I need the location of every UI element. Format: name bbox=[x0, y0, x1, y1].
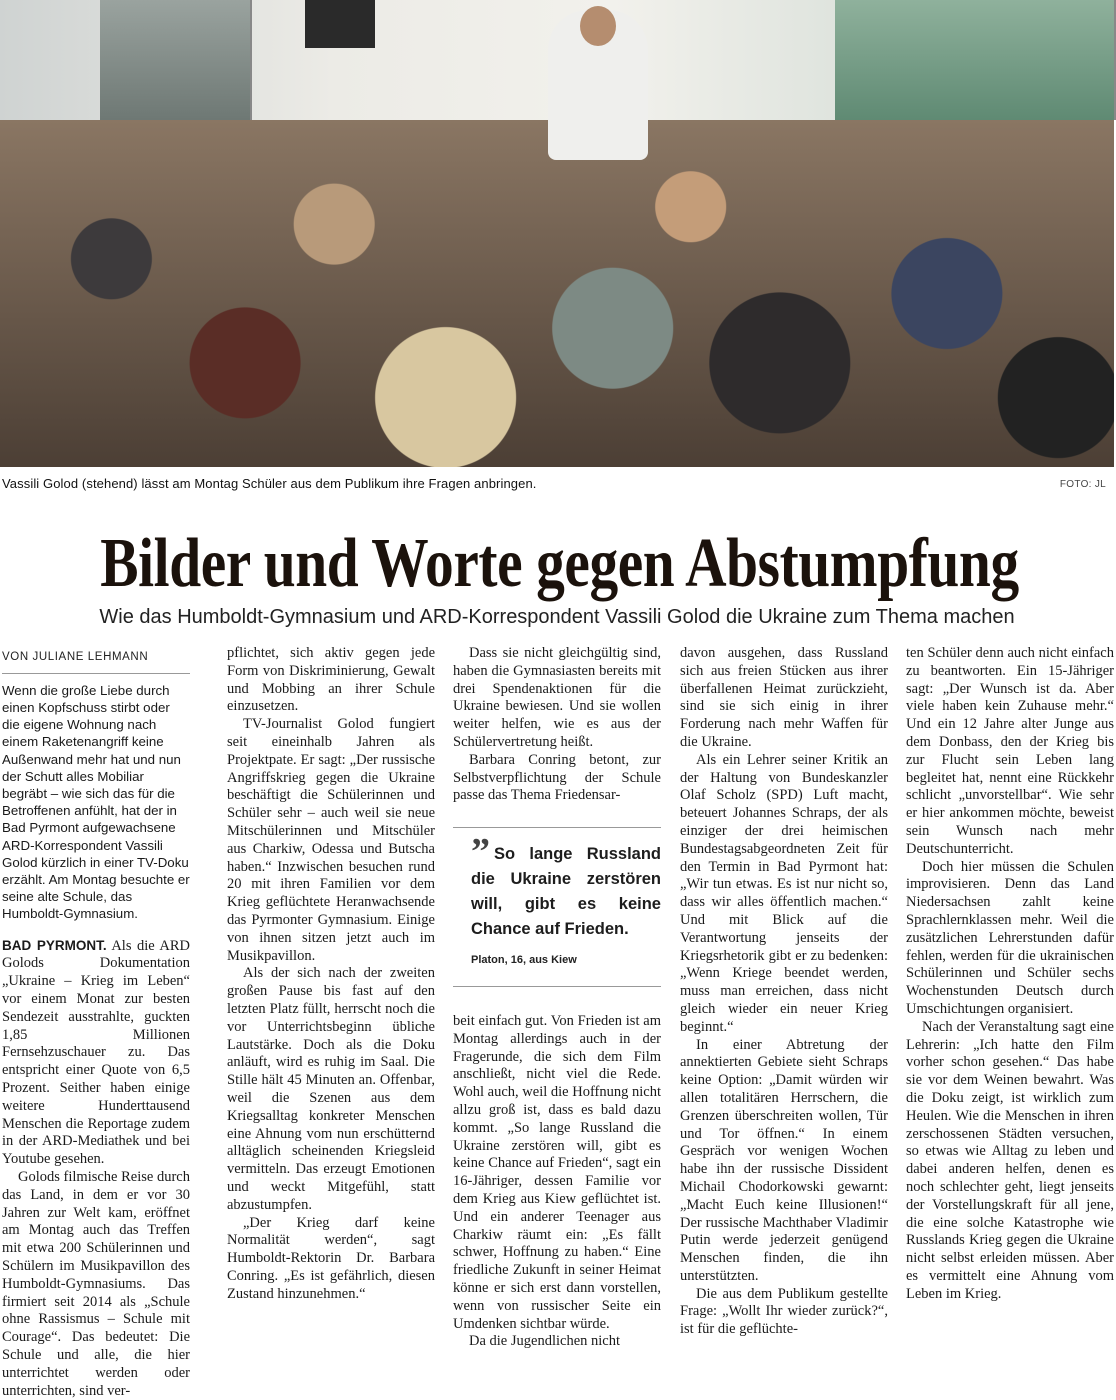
photo-audience bbox=[0, 120, 1114, 467]
body-text: Als die ARD Golods Dokumentation „Ukraine – Krieg im Leben“ vor einem Monat zur besten Sendezeit ausstrahlte, guckten 1,85 Millionen Fernsehzuschauer zu. Das entspricht einer Quote von 6,5 Prozent. Seither haben einige weitere Hunderttausend Menschen die Reportage zudem in der ARD-Mediathek und bei Youtube gesehen. bbox=[2, 937, 190, 1168]
quote-mark-icon: ” bbox=[471, 831, 490, 874]
photo-standing-person bbox=[548, 10, 648, 160]
byline: VON JULIANE LEHMANN bbox=[2, 645, 190, 674]
lead-paragraph: Wenn die große Liebe durch einen Kopfschuss stirbt oder die eigene Wohnung nach einem Raketenangriff keine Außenwand mehr hat und nun der Schutt alles Mobiliar begräbt – wie sich das für die Betroffenen anfühlt, hat der in Bad Pyrmont aufgewachsene ARD-Korrespondent Vassili Golod kürzlich in einer TV-Doku erzählt. Am Montag besuchte er seine alte Schule, das Humboldt-Gymnasium. bbox=[2, 682, 190, 922]
subheadline: Wie das Humboldt-Gymnasium und ARD-Korrespondent Vassili Golod die Ukraine zum Thema machen bbox=[99, 606, 1015, 628]
body-paragraph: Dass sie nicht gleichgültig sind, haben die Gymnasiasten bereits mit drei Spendenaktionen für die Ukraine bewiesen. Und sie wollen weiter helfen, wie es aus der Schülervertretung heißt. bbox=[453, 645, 661, 750]
body-paragraph: Die aus dem Publikum gestellte Frage: „Wollt Ihr wieder zurück?“, ist für die geflüchte- bbox=[680, 1285, 888, 1338]
body-paragraph: Doch hier müssen die Schulen improvisieren. Denn das Land Niedersachsen zahlt keine Sprachlernklassen mehr. Weil die zusätzlichen Lehrerstunden dafür fehlen, werden für die ukrainischen Schülerinnen und Schüler sechs Wochenstunden Deutsch durch Umschichtungen organisiert. bbox=[906, 858, 1114, 1017]
body-paragraph: davon ausgehen, dass Russland sich aus freien Stücken aus ihrer überfallenen Heimat zurückzieht, sind sie sich einig in ihrer Forderung nach mehr Waffen für die Ukraine. bbox=[680, 645, 888, 750]
body-paragraph: Barbara Conring betont, zur Selbstverpflichtung der Schule passe das Thema Friedensar- bbox=[453, 751, 661, 804]
body-paragraph: TV-Journalist Golod fungiert seit eineinhalb Jahren als Projektpate. Er sagt: „Der russische Angriffskrieg gegen die Ukraine beschäftigt die Schülerinnen und Schüler sehr – auch weil sie neue Mitschülerinnen und Mitschüler aus Charkiw, Odessa und Butscha haben.“ Inzwischen besuchen rund 20 mit ihren Familien vor dem Krieg geflüchtete Heranwachsende das Pyrmonter Gymnasium. Einige von ihnen sitzen jetzt auch im Musikpavillon. bbox=[227, 716, 435, 964]
body-paragraph: Golods filmische Reise durch das Land, in dem er vor 30 Jahren zur Welt kam, eröffnet am Montag auch das Treffen mit etwa 200 Schülerinnen und Schülern im Musikpavillon des Humboldt-Gymnasiums. Das firmiert seit 2014 als „Schule ohne Rassismus – Schule mit Courage“. Das bedeutet: Die Schule und alle, die hier unterrichtet werden oder unterrichten, sind ver- bbox=[2, 1169, 190, 1399]
body-paragraph: „Der Krieg darf keine Normalität werden“, sagt Humboldt-Rektorin Dr. Barbara Conring. „Es ist gefährlich, diesen Zustand hinzunehmen.“ bbox=[227, 1214, 435, 1302]
dateline: BAD PYRMONT. bbox=[2, 937, 107, 953]
body-paragraph: Als der sich nach der zweiten großen Pause bis fast auf den letzten Platz füllt, herrscht noch die vor Unterrichtsbeginn übliche Lautstärke. Doch als die Doku anläuft, wird es ruhig im Saal. Die Stille hält 45 Minuten an. Offenbar, weil die Szenen aus dem Kriegsalltag konkreter Menschen eine Ahnung vom nun erschütternd alltäglich scheinenden Kriegsleid vermitteln. Das erzeugt Emotionen und weckt Mitgefühl, statt abzustumpfen. bbox=[227, 965, 435, 1213]
body-paragraph: ten Schüler denn auch nicht einfach zu beantworten. Ein 15-Jähriger sagt: „Der Wunsch ist da. Aber viele haben kein Zuhause mehr.“ Und ein 12 Jahre alter Junge aus dem Donbass, den der Krieg bis zur Flucht sein Leben lang begleitet hat, nennt eine Rückkehr schlicht „unvorstellbar“. Wie sehr er hier ankommen möchte, beweist sein Wunsch nach mehr Deutschunterricht. bbox=[906, 645, 1114, 857]
column-3 bbox=[453, 645, 661, 1350]
pull-quote-text: So lange Russland die Ukraine zerstören will, gibt es keine Chance auf Frieden. bbox=[471, 845, 661, 939]
body-paragraph: In einer Abtretung der annektierten Gebiete sieht Schraps keine Option: „Damit würden wir allen totalitären Herrschern, die Grenzen überschreiten wollen, Tür und Tor öffnen.“ In einem Gespräch vor wenigen Wochen habe ihn der russische Dissident Michail Chodorkowski gewarnt: „Macht Euch keine Illusionen!“ Der russische Machthaber Vladimir Putin werde jederzeit genügend Menschen finden, die ihn unterstützten. bbox=[680, 1036, 888, 1284]
body-paragraph: Da die Jugendlichen nicht bbox=[469, 1333, 620, 1350]
pull-quote-source: Platon, 16, aus Kiew bbox=[471, 954, 577, 967]
body-paragraph: pflichtet, sich aktiv gegen jede Form von Diskriminierung, Gewalt und Mobbing an ihrer Schule einzusetzen. bbox=[227, 645, 435, 715]
headline: Bilder und Worte gegen Abstumpfung bbox=[100, 525, 1019, 602]
photo-wall-banner bbox=[305, 0, 375, 48]
photo-window-left bbox=[100, 0, 252, 120]
column-5 bbox=[906, 645, 1114, 1345]
photo-credit: FOTO: JL bbox=[1059, 479, 1106, 490]
photo-caption: Vassili Golod (stehend) lässt am Montag Schüler aus dem Publikum ihre Fragen anbringen. bbox=[2, 476, 537, 491]
column-1 bbox=[2, 645, 190, 1399]
body-paragraph bbox=[2, 937, 190, 1169]
body-paragraph: beit einfach gut. Von Frieden ist am Montag allerdings auch in der Fragerunde, die sich dem Film anschließt, nicht viel die Rede. Wohl auch, weil die Hoffnung nicht allzu groß ist, dass es bald dazu kommt. „So lange Russland die Ukraine zerstören will, gibt es keine Chance auf Frieden“, sagt ein 16-Jähriger, dessen Familie vor dem Krieg aus Kiew geflüchtet ist. Und ein anderer Teenager aus Charkiw räumt ein: „Es fällt schwer, Hoffnung zu haben.“ Eine friedliche Zukunft in seiner Heimat könne er sich erst dann vorstellen, wenn von russischer Seite ein Umdenken sichtbar würde. bbox=[453, 1012, 661, 1332]
pull-quote bbox=[453, 827, 661, 987]
column-4 bbox=[680, 645, 888, 1345]
body-paragraph: Als ein Lehrer seiner Kritik an der Haltung von Bundeskanzler Olaf Scholz (SPD) Luft macht, beteuert Johannes Schraps, der als einziger der drei heimischen Bundestagsabgeordneten Zeit für den Termin in Bad Pyrmont hat: „Wir tun etwas. Es ist nur nicht so, dass wir alles öffentlich machen.“ Und mit Blick auf die Verantwortung jenseits der Kriegsrhetorik gibt er zu bedenken: „Wenn Kriege beendet werden, muss man erreichen, dass nicht gleich wieder ein neuer Krieg beginnt.“ bbox=[680, 751, 888, 1035]
body-paragraph: Nach der Veranstaltung sagt eine Lehrerin: „Ich hatte den Film vorher schon gesehen.“ Das habe sie vor dem Weinen bewahrt. Was die Doku zeigt, ist wirklich zum Heulen. Wie die Menschen in ihren zerschossenen Städten versuchen, so etwas wie Alltag zu leben und dabei anderen helfen, denen es noch schlechter geht, liegt jenseits der Vorstellungskraft für all jene, die eine solche Katastrophe wie Russlands Krieg gegen die Ukraine nicht selbst erleiden müssen. Aber es vermittelt eine Ahnung vom Leben im Krieg. bbox=[906, 1018, 1114, 1302]
photo-window-right bbox=[835, 0, 1116, 120]
column-2 bbox=[227, 645, 435, 1345]
article-photo bbox=[0, 0, 1114, 467]
